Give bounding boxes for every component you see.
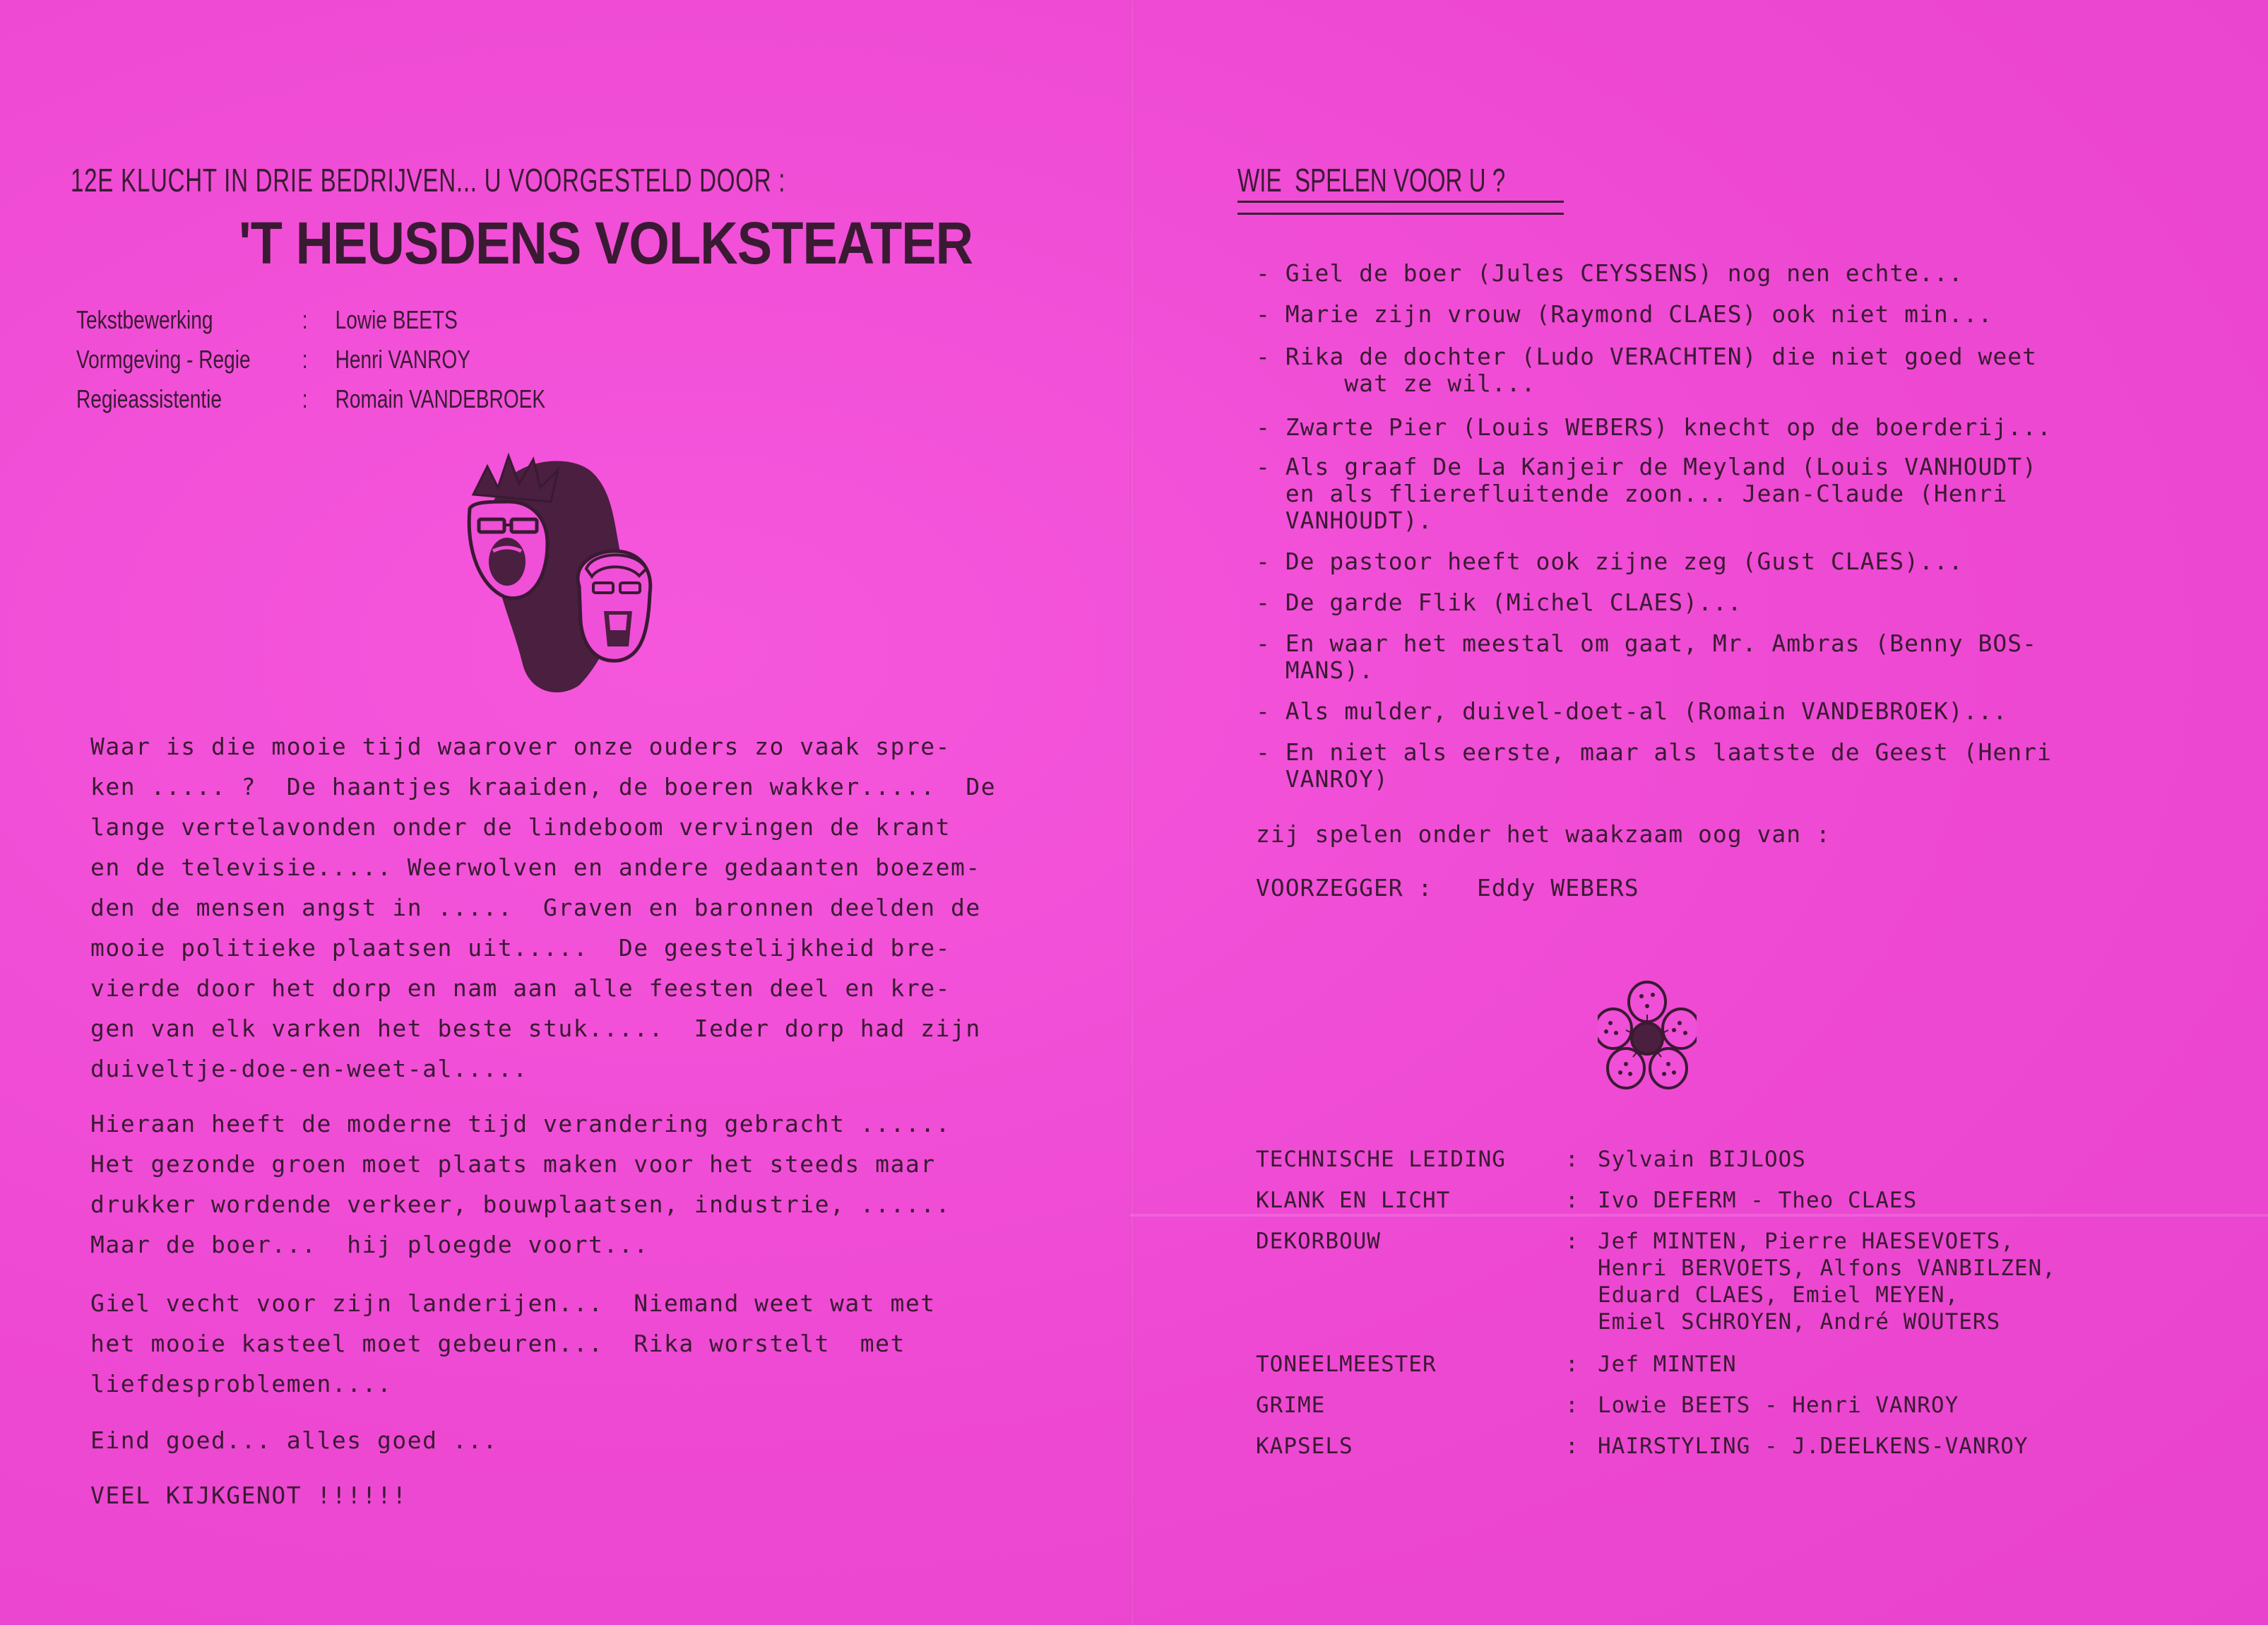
story-line: drukker wordende verkeer, bouwplaatsen, industrie, ......	[90, 1190, 951, 1218]
credit-label: Tekstbewerking	[76, 305, 213, 334]
cast-line: VANHOUDT).	[1256, 507, 1433, 534]
crew-names	[1598, 1433, 2029, 1460]
story-line: het mooie kasteel moet gebeuren... Rika worstelt met	[90, 1330, 906, 1357]
crew-names	[1598, 1351, 1737, 1378]
credit-separator: :	[302, 345, 308, 374]
story-line: den de mensen angst in ..... Graven en baronnen deelden de	[90, 894, 981, 921]
cast-heading: WIE SPELEN VOOR U ?	[1237, 162, 1506, 199]
cast-line: - Rika de dochter (Ludo VERACHTEN) die niet goed weet	[1256, 343, 2037, 370]
story-line: Eind goed... alles goed ...	[90, 1426, 498, 1454]
credit-row	[76, 345, 470, 374]
crew-name-line: Jef MINTEN	[1598, 1352, 1737, 1377]
cast-item	[1256, 260, 2174, 287]
crew-role: TONEELMEESTER	[1256, 1352, 1437, 1377]
story-paragraph	[90, 1420, 1030, 1460]
watch-line: zij spelen onder het waakzaam oog van :	[1256, 820, 1831, 848]
cast-line: - Als graaf De La Kanjeir de Meyland (Louis VANHOUDT)	[1256, 453, 2037, 480]
story-line: Het gezonde groen moet plaats maken voor het steeds maar	[90, 1150, 936, 1178]
cast-line: - En waar het meestal om gaat, Mr. Ambras (Benny BOS-	[1256, 630, 2037, 657]
prompter-line: VOORZEGGER : Eddy WEBERS	[1256, 874, 1639, 902]
crew-role: DEKORBOUW	[1256, 1229, 1381, 1254]
cast-line: wat ze wil...	[1256, 370, 1536, 397]
crew-colon: :	[1565, 1188, 1579, 1213]
cast-item	[1256, 343, 2174, 397]
cast-item	[1256, 630, 2174, 684]
credit-separator: :	[302, 305, 308, 334]
story-paragraph	[90, 1475, 1030, 1515]
crew-names	[1598, 1187, 1917, 1214]
crew-name-line: HAIRSTYLING - J.DEELKENS-VANROY	[1598, 1434, 2029, 1459]
cast-item	[1256, 301, 2174, 328]
story-paragraph	[90, 1104, 1030, 1265]
story-line: vierde door het dorp en nam aan alle feesten deel en kre-	[90, 974, 951, 1002]
cast-item	[1256, 548, 2174, 575]
crew-name-line: Emiel SCHROYEN, André WOUTERS	[1598, 1309, 2001, 1335]
story-line: liefdesproblemen....	[90, 1370, 393, 1398]
crew-name-line: Lowie BEETS - Henri VANROY	[1598, 1393, 1959, 1418]
story-line: Waar is die mooie tijd waarover onze ouders zo vaak spre-	[90, 733, 951, 760]
theatre-masks-icon	[452, 445, 678, 699]
crew-role: GRIME	[1256, 1393, 1326, 1418]
crew-colon: :	[1565, 1229, 1579, 1254]
credit-name: Romain VANDEBROEK	[335, 384, 546, 413]
crew-role: KAPSELS	[1256, 1434, 1353, 1459]
company-title: 'T HEUSDENS VOLKSTEATER	[239, 210, 973, 276]
story-line: Hieraan heeft de moderne tijd verandering gebracht ......	[90, 1110, 951, 1138]
story-paragraph	[90, 726, 1030, 1089]
story-line: ken ..... ? De haantjes kraaiden, de boeren wakker..... De	[90, 773, 997, 800]
crew-name-line: Ivo DEFERM - Theo CLAES	[1598, 1188, 1918, 1213]
credit-name: Lowie BEETS	[335, 305, 458, 334]
cast-item	[1256, 454, 2174, 534]
center-fold	[1130, 0, 1134, 1625]
story-paragraph	[90, 1283, 1030, 1404]
cast-item	[1256, 414, 2174, 441]
cast-line: VANROY)	[1256, 765, 1389, 793]
story-line: Giel vecht voor zijn landerijen... Niemand weet wat met	[90, 1289, 936, 1317]
story-line: lange vertelavonden onder de lindeboom vervingen de krant	[90, 813, 951, 841]
cast-line: - Marie zijn vrouw (Raymond CLAES) ook niet min...	[1256, 300, 1993, 328]
cast-line: MANS).	[1256, 656, 1374, 684]
crew-role: KLANK EN LICHT	[1256, 1188, 1451, 1213]
credit-name: Henri VANROY	[335, 345, 471, 374]
cast-line: - Zwarte Pier (Louis WEBERS) knecht op de boerderij...	[1256, 413, 2052, 441]
cast-line: en als flierefluitende zoon... Jean-Claude (Henri	[1256, 480, 2008, 507]
story-line: Maar de boer... hij ploegde voort...	[90, 1231, 649, 1258]
cast-line: - De garde Flik (Michel CLAES)...	[1256, 589, 1742, 616]
cast-item	[1256, 698, 2174, 725]
crew-names	[1598, 1146, 1806, 1173]
story-line: gen van elk varken het beste stuk..... Ieder dorp had zijn	[90, 1015, 981, 1042]
story-line: VEEL KIJKGENOT !!!!!!	[90, 1482, 408, 1509]
crew-name-line: Henri BERVOETS, Alfons VANBILZEN,	[1598, 1255, 2056, 1281]
play-subtitle: 12E KLUCHT IN DRIE BEDRIJVEN... U VOORGESTELD DOOR :	[71, 162, 786, 199]
story-line: duiveltje-doe-en-weet-al.....	[90, 1055, 528, 1082]
crew-names	[1598, 1392, 1959, 1419]
cast-heading-underline	[1237, 201, 1564, 215]
crew-colon: :	[1565, 1434, 1579, 1459]
crew-colon: :	[1565, 1393, 1579, 1418]
crew-name-line: Sylvain BIJLOOS	[1598, 1147, 1806, 1172]
cast-line: - Als mulder, duivel-doet-al (Romain VANDEBROEK)...	[1256, 697, 2008, 725]
credit-separator: :	[302, 384, 308, 413]
crew-colon: :	[1565, 1352, 1579, 1377]
crew-name-line: Jef MINTEN, Pierre HAESEVOETS,	[1598, 1229, 2014, 1254]
credit-row	[76, 305, 458, 335]
cast-line: - Giel de boer (Jules CEYSSENS) nog nen echte...	[1256, 259, 1964, 287]
story-line: mooie politieke plaatsen uit..... De geestelijkheid bre-	[90, 934, 951, 962]
crew-colon: :	[1565, 1147, 1579, 1172]
crew-names	[1598, 1228, 2056, 1335]
crew-role: TECHNISCHE LEIDING	[1256, 1147, 1506, 1172]
credit-label: Regieassistentie	[76, 384, 222, 413]
credit-label: Vormgeving - Regie	[76, 345, 251, 374]
crew-name-line: Eduard CLAES, Emiel MEYEN,	[1598, 1282, 1959, 1308]
cast-item	[1256, 739, 2174, 793]
story-line: en de televisie..... Weerwolven en andere gedaanten boezem-	[90, 853, 981, 881]
cast-item	[1256, 589, 2174, 616]
cast-line: - De pastoor heeft ook zijne zeg (Gust CLAES)...	[1256, 548, 1964, 575]
flower-icon	[1598, 981, 1697, 1094]
credit-row	[76, 384, 545, 414]
paper-crease	[1130, 1214, 2268, 1217]
cast-line: - En niet als eerste, maar als laatste de Geest (Henri	[1256, 738, 2052, 766]
